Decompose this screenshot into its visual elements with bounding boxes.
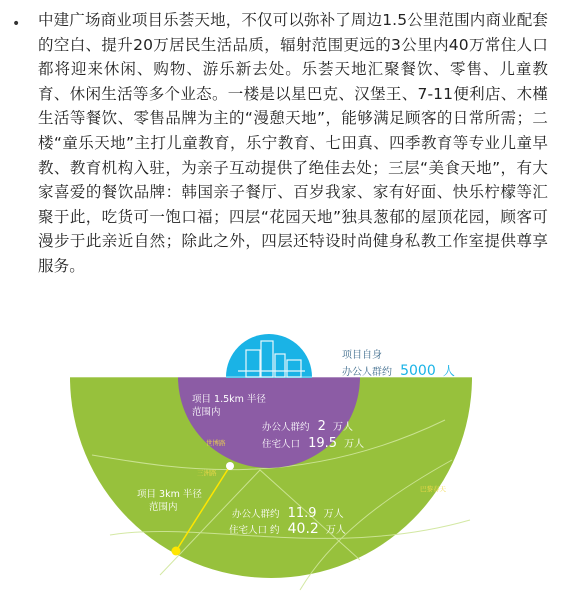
ring-3km-resident-number: 40.2 xyxy=(287,521,319,537)
ring-3km-road-label-left: 三洲路 xyxy=(197,469,217,477)
ring-3km-office-number: 11.9 xyxy=(287,506,317,521)
ring-1-5km-resident-number: 19.5 xyxy=(308,436,338,451)
center-label-line2 xyxy=(342,360,455,379)
list-bullet: • xyxy=(12,16,21,32)
ring-3km-office-unit: 万人 xyxy=(323,509,344,520)
article-paragraph: 中建广场商业项目乐荟天地，不仅可以弥补了周边1.5公里范围内商业配套的空白、提升20万居民生活品质，辐射范围更远的3公里内40万常住人口都将迎来休闲、购物、游乐新去处。乐荟天地汇聚餐饮、零售、儿童教育、休闲生活等多个业态。一楼是以星巴克、汉堡王、7-11便利店、木槿生活等餐饮、零售品牌为主的“漫憩天地”，能够满足顾客的日常所需；二楼“童乐天地”主打儿童教育，乐宁教育、七田真、四季教育等专业儿童早教、教育机构入驻，为亲子互动提供了绝佳去处；三层“美食天地”，有大家喜爱的餐饮品牌：韩国亲子餐厅、百岁我家、家有好面、快乐柠檬等汇聚于此，吃货可一饱口福；四层“花园天地”独具葱郁的屋顶花园，顾客可漫步于此亲近自然；除此之外，四层还特设时尚健身私教工作室提供尊享服务。 xyxy=(38,11,548,275)
ring-3km-office-prefix: 办公人群约 xyxy=(232,509,280,520)
ring-1-5km-office-unit: 万人 xyxy=(332,422,353,433)
ring-3km-label-line1: 项目 3km 半径 xyxy=(137,489,202,500)
ring-1-5km-road-label: 世博路 xyxy=(206,439,226,447)
ring-1-5km-office-number: 2 xyxy=(317,419,326,434)
ring-3km-label-line2: 范围内 xyxy=(149,502,178,513)
center-office-number: 5000 xyxy=(400,363,436,379)
ring-1-5km-resident-unit: 万人 xyxy=(344,439,365,450)
center-label-line1: 项目自身 xyxy=(342,350,382,361)
radius-point-1-5km xyxy=(226,462,234,470)
ring-1-5km-label-line2: 范围内 xyxy=(192,407,221,418)
center-office-unit: 人 xyxy=(442,364,455,378)
ring-1-5km-label-line1: 项目 1.5km 半径 xyxy=(192,394,266,405)
ring-3km-road-label-right: 巴黎春天 xyxy=(420,485,446,493)
center-office-prefix: 办公人群约 xyxy=(342,367,392,378)
radius-point-3km xyxy=(172,547,181,556)
ring-1-5km-resident-prefix: 住宅人口 xyxy=(262,439,301,450)
ring-3km-resident-unit: 万人 xyxy=(325,525,346,536)
ring-3km-resident-prefix: 住宅人口 约 xyxy=(229,525,280,536)
article xyxy=(12,8,548,279)
ring-1-5km-office-prefix: 办公人群约 xyxy=(262,422,310,433)
